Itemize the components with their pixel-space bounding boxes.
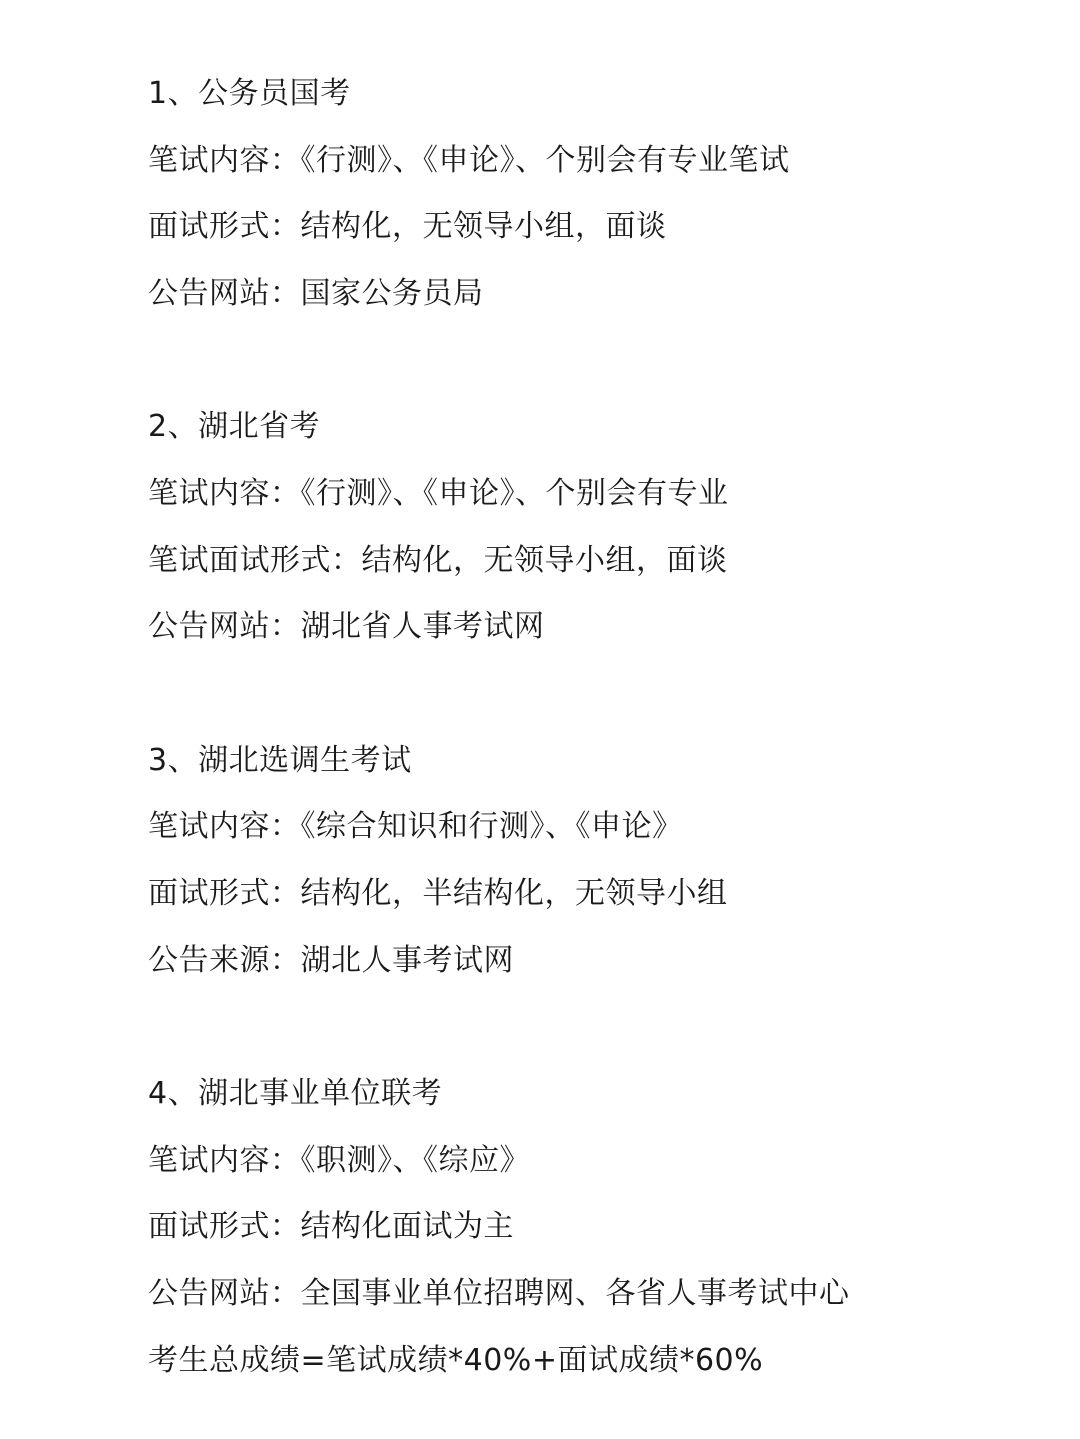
section-2-line-3: 公告网站：湖北省人事考试网 <box>148 609 545 644</box>
section-1-heading: 1、公务员国考 <box>148 76 351 111</box>
section-3-line-2: 面试形式：结构化，半结构化，无领导小组 <box>148 876 728 911</box>
section-1-line-3: 公告网站：国家公务员局 <box>148 276 484 311</box>
section-4-line-2: 面试形式：结构化面试为主 <box>148 1209 514 1244</box>
section-4-line-3: 公告网站：全国事业单位招聘网、各省人事考试中心 <box>148 1276 850 1311</box>
section-2-line-2: 笔试面试形式：结构化，无领导小组，面谈 <box>148 543 728 578</box>
section-1-line-1: 笔试内容：《行测》、《申论》、个别会有专业笔试 <box>148 143 790 178</box>
section-3-line-3: 公告来源：湖北人事考试网 <box>148 943 514 978</box>
section-4-heading: 4、湖北事业单位联考 <box>148 1076 443 1111</box>
section-2-heading: 2、湖北省考 <box>148 409 321 444</box>
section-1-line-2: 面试形式：结构化，无领导小组，面谈 <box>148 209 667 244</box>
section-4-line-4: 考生总成绩=笔试成绩*40%+面试成绩*60% <box>148 1343 764 1378</box>
section-2-line-1: 笔试内容：《行测》、《申论》、个别会有专业 <box>148 476 729 511</box>
section-4-line-1: 笔试内容：《职测》、《综应》 <box>148 1143 530 1178</box>
section-3-line-1: 笔试内容：《综合知识和行测》、《申论》 <box>148 809 683 844</box>
section-3-heading: 3、湖北选调生考试 <box>148 743 412 778</box>
